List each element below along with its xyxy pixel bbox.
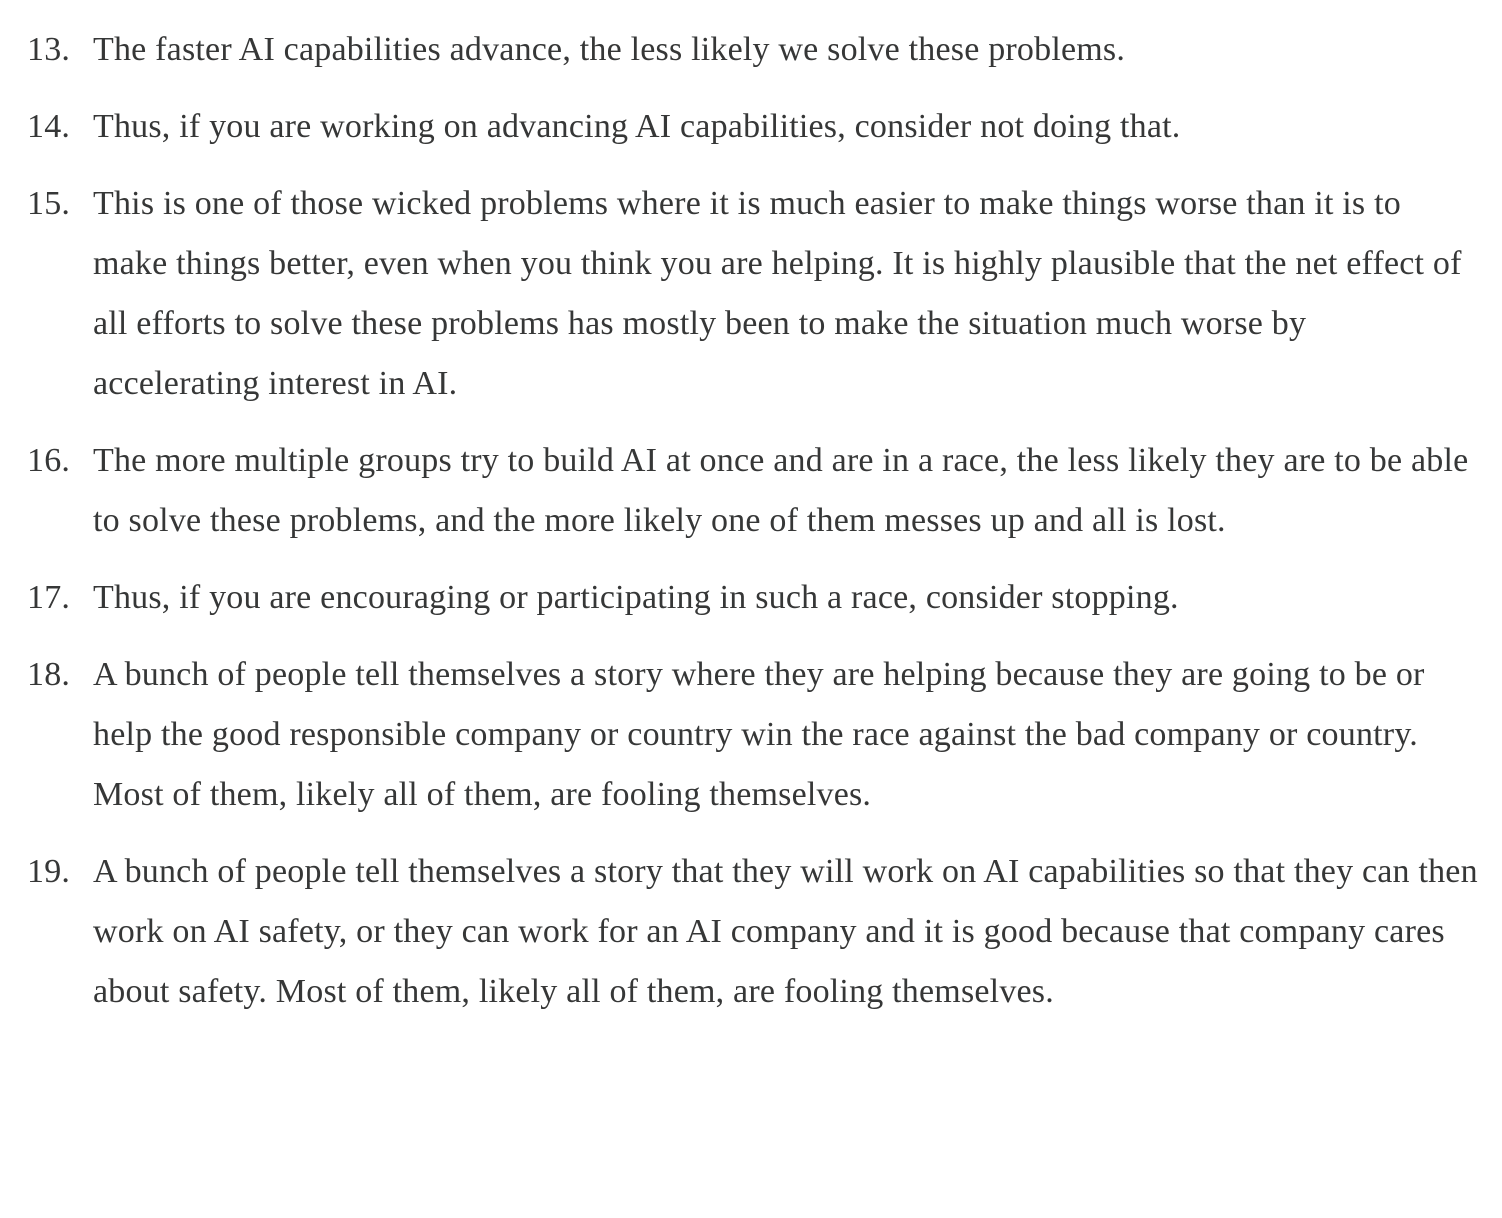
list-item	[0, 431, 1500, 551]
list-item-number: 16.	[27, 442, 71, 479]
list-item-number: 15.	[27, 185, 71, 222]
list-item-text: The more multiple groups try to build AI at once and are in a race, the less likely they are to be able to solve these problems, and the more likely one of them messes up and all is lost.	[93, 442, 1469, 539]
list-item	[0, 842, 1500, 1022]
list-item	[0, 645, 1500, 825]
list-item-text: Thus, if you are working on advancing AI capabilities, consider not doing that.	[93, 108, 1181, 145]
list-item	[0, 568, 1500, 628]
list-item-text: This is one of those wicked problems where it is much easier to make things worse than it is to make things better, even when you think you are helping. It is highly plausible that the net effect of all efforts to solve these problems has mostly been to make the situation much worse by accelerating interest in AI.	[93, 185, 1462, 402]
list-item-number: 17.	[27, 579, 71, 616]
list-item	[0, 174, 1500, 414]
list-item-text: A bunch of people tell themselves a story where they are helping because they are going to be or help the good responsible company or country win the race against the bad company or country. Most of them, likely all of them, are fooling themselves.	[93, 656, 1425, 813]
list-item	[0, 97, 1500, 157]
numbered-list	[0, 20, 1500, 1039]
list-item	[0, 20, 1500, 80]
list-item-number: 14.	[27, 108, 71, 145]
list-item-number: 19.	[27, 853, 71, 890]
list-item-text: The faster AI capabilities advance, the less likely we solve these problems.	[93, 31, 1126, 68]
list-item-text: A bunch of people tell themselves a story that they will work on AI capabilities so that they can then work on AI safety, or they can work for an AI company and it is good because that company cares about safety. Most of them, likely all of them, are fooling themselves.	[93, 853, 1478, 1010]
list-item-number: 13.	[27, 31, 71, 68]
list-item-number: 18.	[27, 656, 71, 693]
list-item-text: Thus, if you are encouraging or participating in such a race, consider stopping.	[93, 579, 1179, 616]
